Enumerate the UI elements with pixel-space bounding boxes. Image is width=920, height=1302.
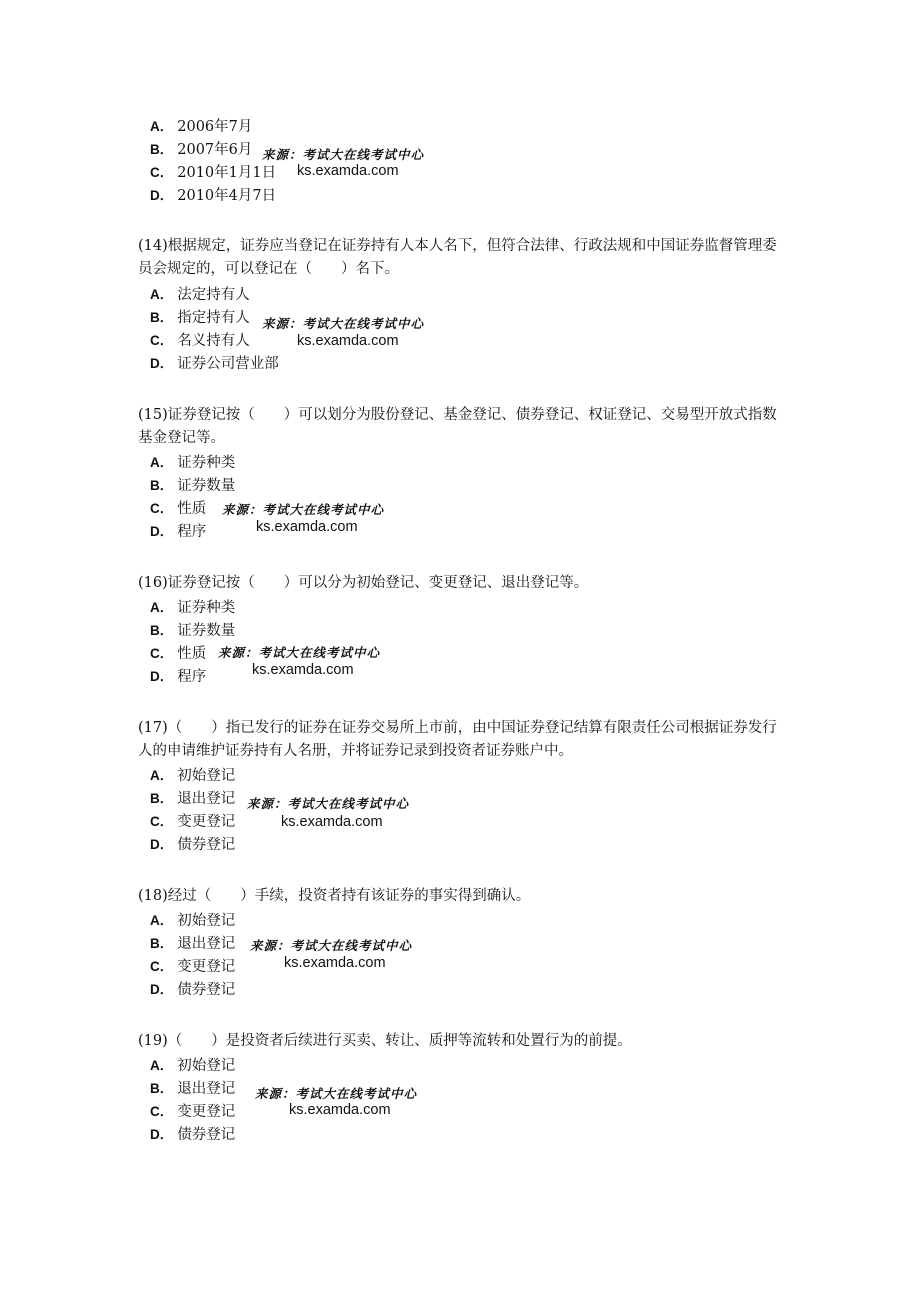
option-letter: C． <box>150 333 174 348</box>
question-14: (14)根据规定，证券应当登记在证券持有人本人名下，但符合法律、行政法规和中国证券监督管理委员会规定的，可以登记在（ ）名下。 <box>138 238 777 277</box>
option-d <box>150 186 276 206</box>
option-text: 指定持有人 <box>177 310 250 326</box>
option-letter: D． <box>150 524 174 539</box>
option-letter: B． <box>150 478 174 493</box>
option-letter: D． <box>150 669 174 684</box>
option-text: 退出登记 <box>177 791 236 807</box>
option-a <box>150 285 250 305</box>
option-b <box>150 1079 235 1099</box>
option-d <box>150 522 206 542</box>
option-text: 债券登记 <box>177 982 236 998</box>
option-text: 债券登记 <box>177 837 236 853</box>
watermark-url: ks.examda.com <box>289 1102 391 1118</box>
option-text: 退出登记 <box>177 1081 236 1097</box>
option-text: 初始登记 <box>177 768 236 784</box>
option-c <box>150 957 235 977</box>
option-letter: A． <box>150 768 174 783</box>
option-text: 2010年4月7日 <box>177 188 277 204</box>
option-letter: A． <box>150 913 174 928</box>
question-15: (15)证券登记按（ ）可以划分为股份登记、基金登记、债券登记、权证登记、交易型开放式指数基金登记等。 <box>138 407 777 446</box>
option-text: 初始登记 <box>177 1058 236 1074</box>
option-text: 变更登记 <box>177 814 236 830</box>
option-text: 证券公司营业部 <box>177 356 279 372</box>
option-text: 程序 <box>177 669 207 685</box>
option-letter: B． <box>150 142 174 157</box>
option-b <box>150 789 235 809</box>
option-letter: B． <box>150 1081 174 1096</box>
option-text: 程序 <box>177 524 207 540</box>
watermark-source: 来源：考试大在线考试中心 <box>255 1086 418 1101</box>
option-text: 初始登记 <box>177 913 236 929</box>
option-letter: A． <box>150 119 174 134</box>
option-c <box>150 1102 235 1122</box>
option-text: 名义持有人 <box>177 333 250 349</box>
option-text: 法定持有人 <box>177 287 250 303</box>
option-a <box>150 598 235 618</box>
option-letter: C． <box>150 165 174 180</box>
option-letter: A． <box>150 455 174 470</box>
option-b <box>150 621 235 641</box>
option-text: 性质 <box>177 501 207 517</box>
question-16: (16)证券登记按（ ）可以分为初始登记、变更登记、退出登记等。 <box>138 575 589 591</box>
question-19: (19)（ ）是投资者后续进行买卖、转让、质押等流转和处置行为的前提。 <box>138 1033 632 1049</box>
option-a <box>150 766 235 786</box>
option-letter: B． <box>150 936 174 951</box>
watermark-source: 来源：考试大在线考试中心 <box>262 147 425 162</box>
watermark-url: ks.examda.com <box>284 955 386 971</box>
option-a <box>150 117 252 137</box>
option-text: 退出登记 <box>177 936 236 952</box>
option-letter: C． <box>150 814 174 829</box>
option-letter: A． <box>150 1058 174 1073</box>
option-a <box>150 1056 235 1076</box>
option-text: 2007年6月 <box>177 142 253 158</box>
watermark-source: 来源：考试大在线考试中心 <box>247 796 410 811</box>
option-b <box>150 308 250 328</box>
watermark-source: 来源：考试大在线考试中心 <box>218 645 381 660</box>
option-d <box>150 667 206 687</box>
watermark-source: 来源：考试大在线考试中心 <box>222 502 385 517</box>
option-letter: D． <box>150 982 174 997</box>
option-c <box>150 163 276 183</box>
option-b <box>150 934 235 954</box>
option-d <box>150 980 235 1000</box>
option-letter: C． <box>150 646 174 661</box>
option-text: 变更登记 <box>177 959 236 975</box>
option-a <box>150 911 235 931</box>
watermark-url: ks.examda.com <box>281 814 383 830</box>
option-letter: A． <box>150 287 174 302</box>
option-text: 债券登记 <box>177 1127 236 1143</box>
watermark-source: 来源：考试大在线考试中心 <box>262 316 425 331</box>
watermark-source: 来源：考试大在线考试中心 <box>250 938 413 953</box>
option-d <box>150 835 235 855</box>
question-17: (17)（ ）指已发行的证券在证券交易所上市前，由中国证券登记结算有限责任公司根据证券发行人的申请维护证券持有人名册，并将证券记录到投资者证券账户中。 <box>138 720 777 759</box>
option-text: 证券数量 <box>177 623 236 639</box>
option-b <box>150 140 252 160</box>
option-letter: D． <box>150 1127 174 1142</box>
option-text: 证券种类 <box>177 455 236 471</box>
option-letter: B． <box>150 310 174 325</box>
option-a <box>150 453 235 473</box>
option-text: 证券种类 <box>177 600 236 616</box>
option-text: 变更登记 <box>177 1104 236 1120</box>
option-c <box>150 644 206 664</box>
watermark-url: ks.examda.com <box>297 333 399 349</box>
option-d <box>150 1125 235 1145</box>
option-c <box>150 812 235 832</box>
option-c <box>150 331 250 351</box>
option-letter: D． <box>150 356 174 371</box>
option-letter: B． <box>150 623 174 638</box>
option-letter: C． <box>150 501 174 516</box>
option-text: 2006年7月 <box>177 119 253 135</box>
option-b <box>150 476 235 496</box>
question-18: (18)经过（ ）手续，投资者持有该证券的事实得到确认。 <box>138 888 531 904</box>
option-c <box>150 499 206 519</box>
watermark-url: ks.examda.com <box>297 163 399 179</box>
option-letter: C． <box>150 1104 174 1119</box>
option-letter: D． <box>150 188 174 203</box>
option-letter: A． <box>150 600 174 615</box>
option-text: 性质 <box>177 646 207 662</box>
option-letter: B． <box>150 791 174 806</box>
option-text: 证券数量 <box>177 478 236 494</box>
option-d <box>150 354 279 374</box>
watermark-url: ks.examda.com <box>256 519 358 535</box>
option-letter: C． <box>150 959 174 974</box>
option-letter: D． <box>150 837 174 852</box>
watermark-url: ks.examda.com <box>252 662 354 678</box>
option-text: 2010年1月1日 <box>177 165 277 181</box>
